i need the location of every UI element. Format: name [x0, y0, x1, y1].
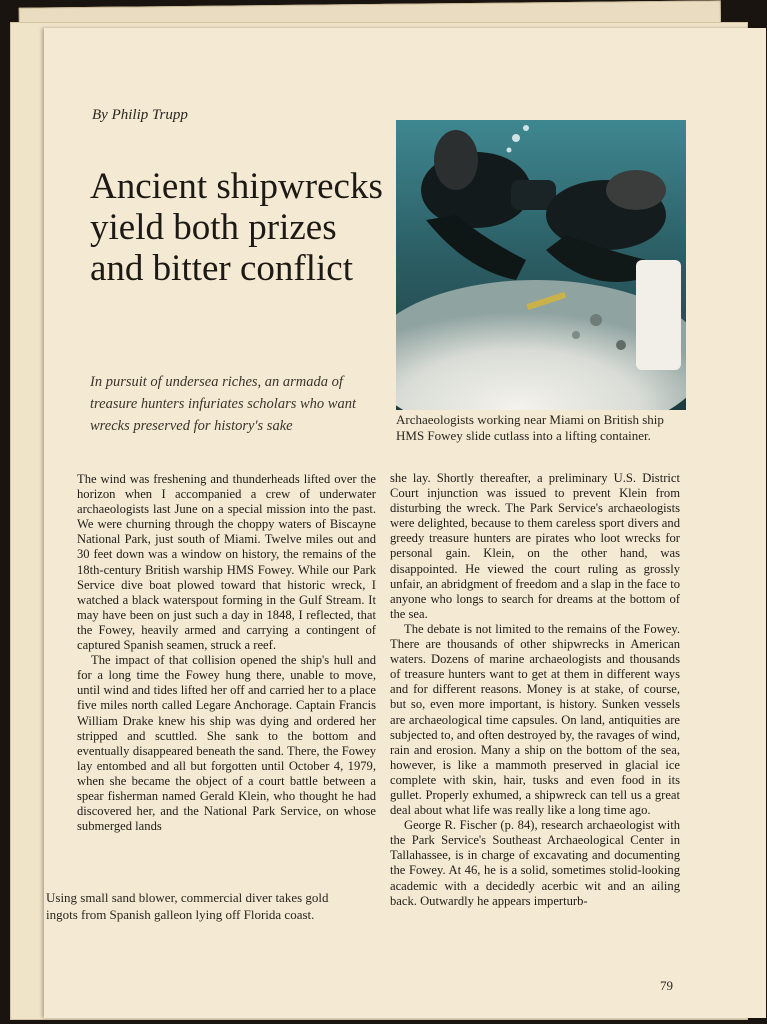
deck: In pursuit of undersea riches, an armada of treasure hunters infuriates scholars who want wrecks preserved for history's sake: [90, 374, 356, 434]
byline: By Philip Trupp: [92, 107, 188, 123]
text-column-right: [390, 471, 680, 909]
text-column-left: [77, 472, 376, 834]
paragraph: The wind was freshening and thunderheads lifted over the horizon when I accompanied a crew of underwater archaeologists last June on a special mission into the past. We were churning through the choppy waters of Biscayne National Park, just south of Miami. Twelve miles out and 30 feet down was a window on history, the remains of the 18th-century British warship HMS Fowey. While our Park Service dive boat plowed toward that historic wreck, I watched a black waterspout forming in the Gulf Stream. It may have been on just such a day in 1848, I reflected, that the Fowey, heavily armed and carrying a contingent of captured Spanish seamen, struck a reef.: [77, 472, 376, 653]
bottom-photo-caption: Using small sand blower, commercial diver takes gold ingots from Spanish galleon lying off Florida coast.: [46, 890, 329, 922]
photo-caption: Archaeologists working near Miami on British ship HMS Fowey slide cutlass into a lifting container.: [396, 412, 664, 443]
paragraph: The debate is not limited to the remains of the Fowey. There are thousands of other shipwrecks in American waters. Dozens of marine archaeologists and thousands of treasure hunters want to get at them in different ways and for different reasons. Money is at stake, of course, but so, even more important, is history. Sunken vessels are archaeological time capsules. On land, antiquities are subjected to, and often destroyed by, the ravages of wind, rain and erosion. Many a ship on the bottom of the sea, however, is like a mammoth preserved in glacial ice complete with skin, hair, tusks and even food in its gullet. Properly exhumed, a shipwreck can tell us a great deal about what life was really like a long time ago.: [390, 621, 680, 818]
paragraph: The impact of that collision opened the ship's hull and for a long time the Fowey hung there, unable to move, until wind and tides lifted her off and carried her to a place five miles north called Legare Anchorage. Captain Francis William Drake knew his ship was dying and ordered her stripped and scuttled. She sank to the bottom and eventually disappeared beneath the sand. There, the Fowey lay entombed and all but forgotten until October 4, 1979, when she became the object of a court battle between a spear fisherman named Gerald Klein, who thought he had discovered her, and the National Park Service, on whose submerged lands: [77, 653, 376, 834]
paragraph: she lay. Shortly thereafter, a preliminary U.S. District Court injunction was issued to prevent Klein from disturbing the wreck. The Park Service's archaeologists were delighted, because to them careless sport divers and greedy treasure hunters are pirates who loot wrecks for personal gain. Klein, on the other hand, was disappointed. He viewed the court ruling as grossly unfair, an abridgment of freedom and a slap in the face to anyone who longs to search for dreams at the bottom of the sea.: [390, 471, 680, 621]
paragraph: George R. Fischer (p. 84), research archaeologist with the Park Service's Southeast Archaeological Center in Tallahassee, is in charge of excavating and documenting the Fowey. At 46, he is a solid, sometimes stolid-looking academic with a decidedly acerbic wit and an ailing back. Outwardly he appears imperturb-: [390, 818, 680, 908]
divers-photo: [396, 120, 686, 410]
magazine-page: [44, 28, 766, 1018]
page-number: 79: [660, 978, 673, 993]
headline: Ancient shipwrecks yield both prizes and bitter conflict: [90, 166, 383, 289]
